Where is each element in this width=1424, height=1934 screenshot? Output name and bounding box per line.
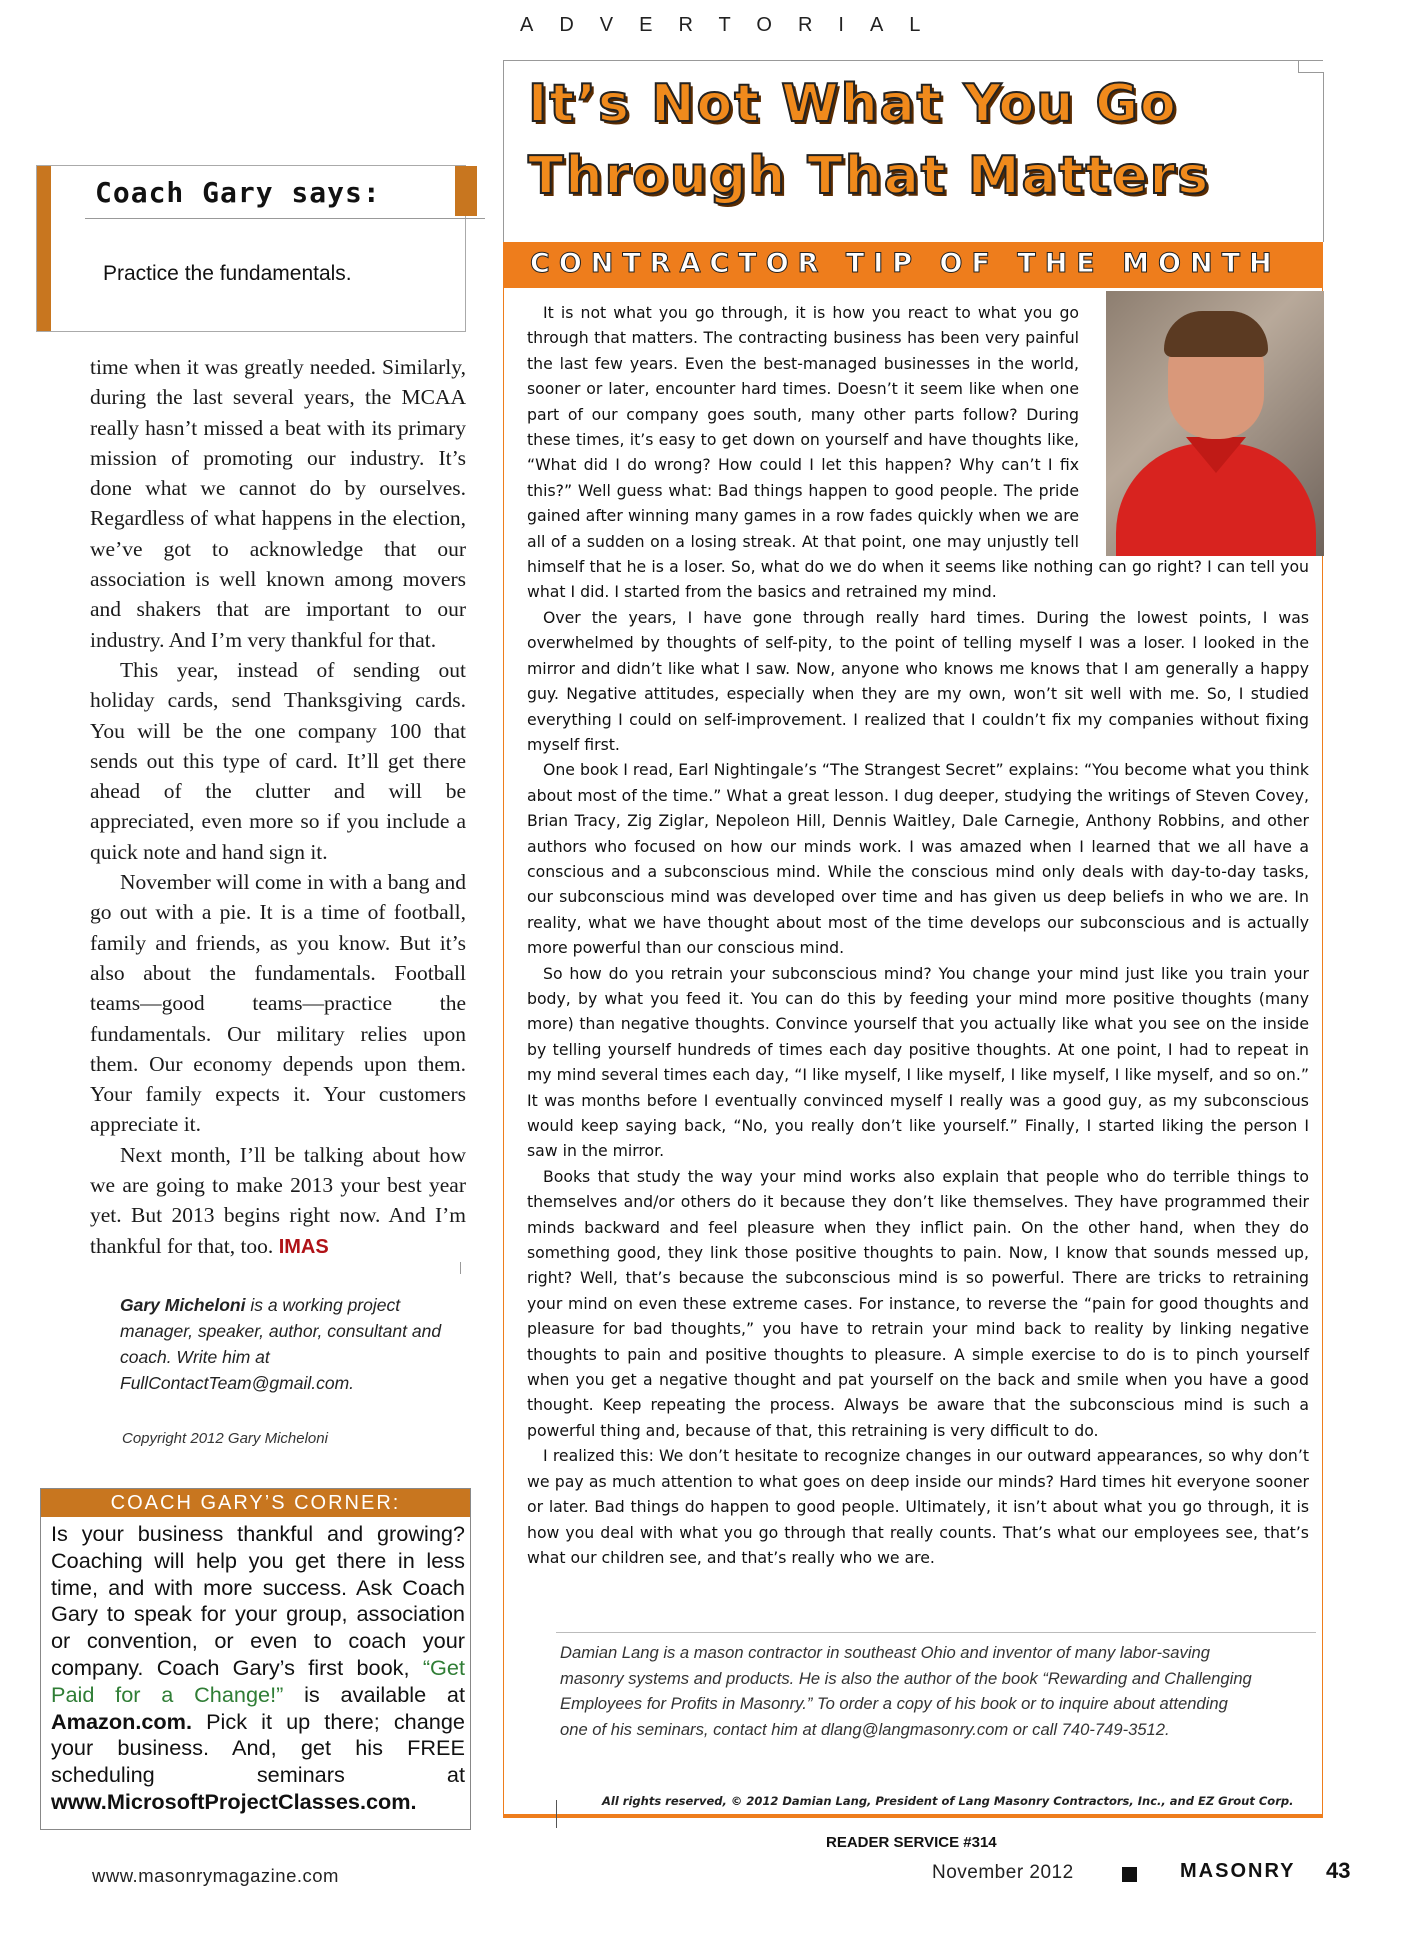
article-paragraph-6: I realized this: We don’t hesitate to recognize changes in our outward appearances, so why don’t we pay as much attention to what goes on deep inside our minds? Hard times hit everyone sooner or later. Bad things do happen to good people. Ultimately, it isn’t about what you go through, it is how you deal with what you go through that really counts. That’s what our employees see, that’s what our children see, and that’s really who we are. (527, 1446, 1309, 1567)
coach-says-box (36, 165, 466, 332)
footer-square-icon (1122, 1867, 1137, 1882)
reader-service: READER SERVICE #314 (826, 1834, 997, 1851)
footer-date: November 2012 (932, 1862, 1074, 1883)
advertorial-label: ADVERTORIAL (520, 14, 947, 36)
photo-wrap-space (1079, 300, 1309, 550)
article-headline: It’s Not What You Go Through That Matters (528, 74, 1211, 206)
coach-corner-text (51, 1521, 465, 1816)
tip-of-month-title: CONTRACTOR TIP OF THE MONTH (530, 248, 1281, 279)
box-accent-bar (37, 166, 51, 331)
author-note: Damian Lang is a mason contractor in southeast Ohio and inventor of many labor-saving masonry systems and products. He is also the author of the book “Rewarding and Challenging Employees for Profits in Masonry.” To order a copy of his book or to inquire about attending one of his seminars, contact him at dlang@langmasonry.com or call 740-749-3512. (560, 1643, 1252, 1739)
article-paragraph-5: Books that study the way your mind works also explain that people who do terrible things to themselves and/or others do it because they don’t like themselves. They have programmed their minds backward and feel pleasure when they inflict pain. On the other hand, when they do something good, they link those positive thoughts to pain. Now, I know that sounds messed up, right? Well, that’s because the subconscious mind is so powerful. There are tricks to retraining your mind on even these extreme cases. For instance, to reverse the “pain for good thoughts and pleasure for bad thoughts,” you have to retrain your mind back to reality by linking negative thoughts to pain and positive thoughts to pleasure. A simple exercise to do is to pinch yourself when you get a negative thought and pat yourself on the back and smile when you have a good thought. Keep repeating the process. Always be aware that the subconscious mind is such a powerful thing and, because of that, this retraining is very difficult to do. (527, 1166, 1309, 1440)
left-paragraph-2: This year, instead of sending out holiday cards, send Thanksgiving cards. You will be the one company 100 that sends out this type of card. It’ll get there ahead of the clutter and will be appreciated, even more so if you include a quick note and hand sign it. (90, 657, 466, 864)
article-paragraph-2: Over the years, I have gone through really hard times. During the lowest points, I was overwhelmed by thoughts of self-pity, to the point of telling myself I was a loser. I looked in the mirror and didn’t like what I saw. Now, anyone who knows me knows that I am generally a happy guy. Negative attitudes, especially when they are my own, won’t sit well with me. So, I studied everything I could on self-improvement. I realized that I couldn’t fix my companies without fixing myself first. (527, 607, 1309, 754)
corner-text-2: is available at (283, 1681, 466, 1707)
website-link[interactable]: www.MicrosoftProjectClasses.com. (51, 1788, 417, 1814)
rights-notice: All rights reserved, © 2012 Damian Lang, President of Lang Masonry Contractors, Inc., and EZ Grout Corp. (602, 1794, 1294, 1808)
bio-text: is a working project manager, speaker, author, consultant and coach. Write him at FullContactTeam@gmail.com. (120, 1295, 442, 1393)
page-number: 43 (1326, 1858, 1351, 1883)
divider (460, 1262, 461, 1274)
coach-says-tip: Practice the fundamentals. (103, 262, 352, 285)
left-paragraph-1: time when it was greatly needed. Similarly, during the last several years, the MCAA really hasn’t missed a beat with its primary mission of promoting our industry. It’s done what we cannot do by ourselves. Regardless of what happens in the election, we’ve got to acknowledge that our association is well known among movers and shakers that are important to our industry. And I’m very thankful for that. (90, 355, 466, 652)
article-body (527, 300, 1309, 1570)
bio-name: Gary Micheloni (120, 1295, 246, 1315)
corner-text-3: Pick it up there; change your business. And, get his FREE scheduling seminars at (51, 1708, 465, 1788)
author-bio (120, 1292, 460, 1396)
frame-line (503, 60, 1323, 61)
footer-url[interactable]: www.masonrymagazine.com (92, 1865, 339, 1886)
frame-line (1323, 72, 1324, 242)
coach-corner-box (40, 1488, 471, 1830)
box-accent-tab (455, 166, 477, 216)
amazon-link[interactable]: Amazon.com. (51, 1708, 192, 1734)
article-paragraph-1: It is not what you go through, it is how you react to what you go through that matters. The contracting business has been very painful the last few years. Even the best-managed businesses in the world, sooner or later, encounter hard times. Doesn’t it seem like when one part of our company goes south, many other parts follow? During these times, it’s easy to get down on yourself and have thoughts like, “What did I do wrong? How could I let this happen? Why can’t I fix this?” Well guess what: Bad things happen to good people. The pride gained after winning many games in a row fades quickly when we are all of a sudden on a losing streak. At that point, one may unjustly tell himself that he is a loser. So, what do we do when it seems like nothing can go right? I can tell you what I did. I started from the basics and retrained my mind. (527, 303, 1309, 602)
imas-end-mark: IMAS (278, 1235, 329, 1258)
left-column-body (90, 352, 466, 1262)
divider (556, 1800, 557, 1828)
coach-says-title: Coach Gary says: (95, 176, 381, 209)
corner-text-1: Is your business thankful and growing? Coaching will help you get there in less time, and with more success. Ask Coach Gary to speak for your group, association or convention, or even to coach your company. Coach Gary’s first book, (51, 1521, 465, 1680)
left-paragraph-4-text: Next month, I’ll be talking about how we are going to make 2013 your best year yet. But 2013 begins right now. And I’m thankful for that, too. (90, 1142, 466, 1258)
article-paragraph-3: One book I read, Earl Nightingale’s “The Strangest Secret” explains: “You become what you think about most of the time.” What a great lesson. I dug deeper, studying the writings of Steven Covey, Brian Tracy, Zig Ziglar, Nepoleon Hill, Dennis Waitley, Dale Carnegie, Anthony Robbins, and other authors who focused on how our minds work. I was amazed when I learned that we all have a conscious and a subconscious mind. While the conscious mind only deals with day-to-day tasks, our subconscious mind was developed over time and has given us deep beliefs in who we are. In reality, what we have thought about most of the time develops our subconscious and is actually more powerful than our conscious mind. (527, 760, 1309, 958)
left-paragraph-4 (90, 1140, 466, 1262)
left-paragraph-3: November will come in with a bang and go out with a pie. It is a time of football, family and friends, as you know. But it’s also about the fundamentals. Football teams—good teams—practice the fundamentals. Our military relies upon them. Our economy depends upon them. Your family expects it. Your customers appreciate it. (90, 870, 466, 1137)
footer-magazine-name: MASONRY (1180, 1860, 1296, 1882)
divider (556, 1632, 1316, 1633)
book-title: “Get Paid for a Change!” (51, 1654, 465, 1707)
coach-corner-heading: COACH GARY’S CORNER: (41, 1489, 470, 1517)
article-paragraph-4: So how do you retrain your subconscious mind? You change your mind just like you train your body, by what you feed it. You can do this by feeding your mind more positive thoughts (many more) than negative thoughts. Convince yourself that you actually like what you see on the inside by telling yourself hundreds of times each day positive thoughts. At one point, I had to repeat in my mind several times each day, “I like myself, I like myself, I like myself, I like myself, and so on.” It was months before I eventually convinced myself I really was a good guy, as my subconscious would keep saying back, “No, you really don’t like yourself.” Finally, I started liking the person I saw in the mirror. (527, 963, 1309, 1161)
copyright: Copyright 2012 Gary Micheloni (122, 1430, 328, 1447)
frame-line (503, 60, 504, 242)
